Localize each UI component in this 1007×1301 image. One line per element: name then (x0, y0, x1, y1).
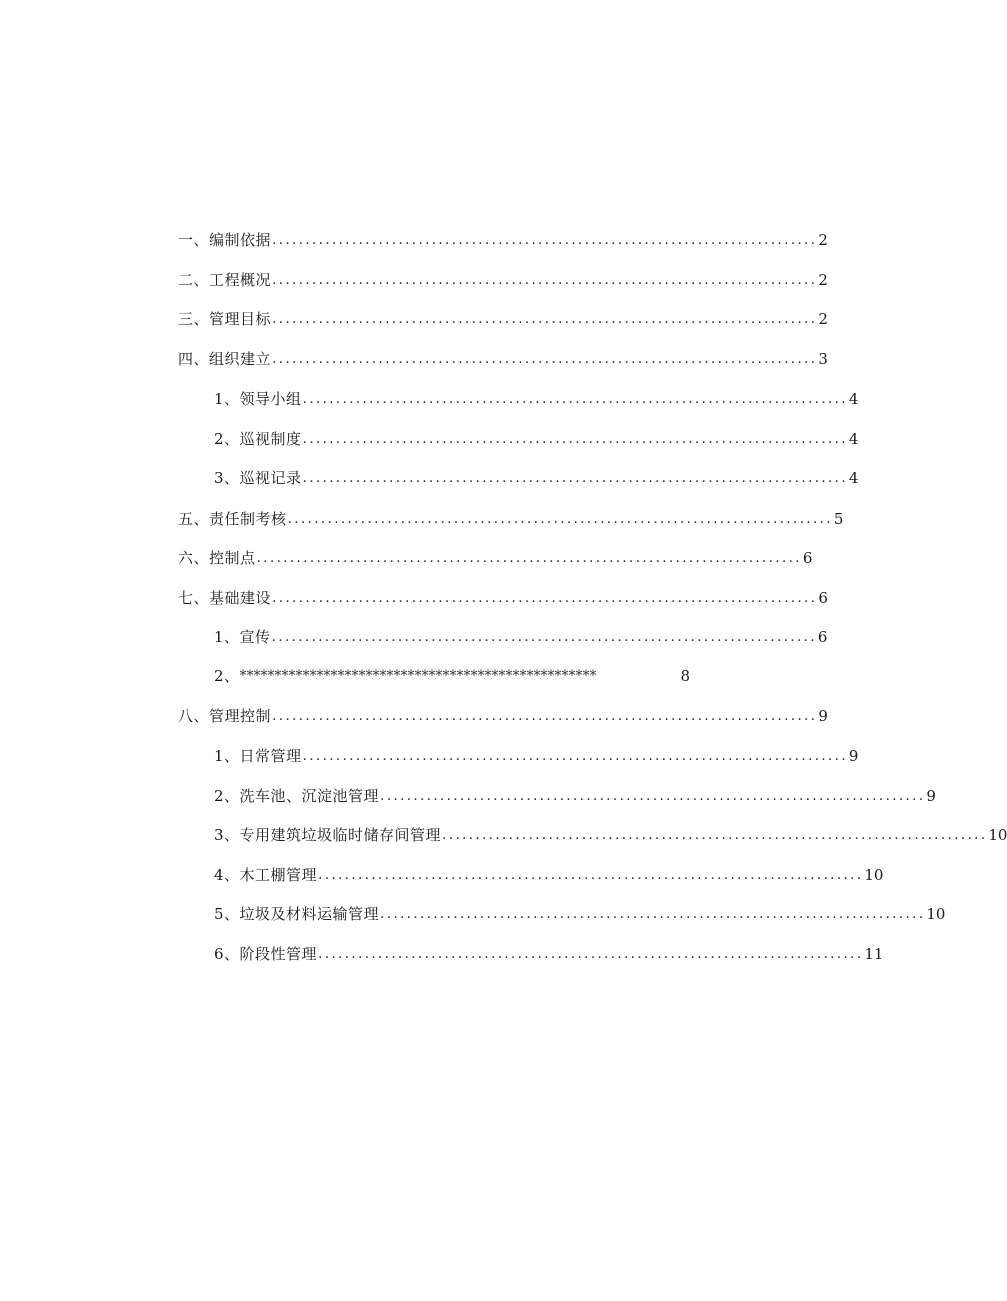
toc-entry-title: 六、控制点 (178, 549, 256, 567)
toc-page-number: 4 (848, 430, 859, 448)
toc-dot-leader: .................................................................................. (442, 827, 988, 843)
toc-page-number: 10 (864, 866, 884, 884)
toc-entry-item-2-starred[interactable] (214, 664, 690, 688)
toc-page-number: 5 (833, 510, 844, 528)
toc-dot-leader: .................................................................................. (380, 788, 926, 804)
toc-page-number: 6 (802, 549, 813, 567)
toc-entry-title: 一、编制依据 (178, 231, 272, 249)
toc-entry-title: 3、巡视记录 (214, 469, 302, 487)
toc-page-number: 10 (926, 905, 946, 923)
toc-page-number: 9 (926, 787, 936, 805)
toc-entry-inspection-records[interactable] (214, 466, 859, 490)
toc-page-number: 2 (818, 310, 828, 328)
toc-dot-leader: .................................................................................. (287, 511, 833, 527)
toc-entry-title: 6、阶段性管理 (214, 945, 318, 963)
toc-entry-control-points[interactable] (178, 546, 813, 570)
toc-dot-leader: .................................................................................. (272, 232, 818, 248)
toc-page-number: 9 (818, 707, 828, 725)
toc-entry-title: 2、洗车池、沉淀池管理 (214, 787, 380, 805)
toc-page-number: 2 (818, 231, 828, 249)
toc-entry-leadership-group[interactable] (214, 387, 859, 411)
toc-entry-responsibility-assessment[interactable] (178, 507, 844, 531)
toc-dot-leader: .................................................................................. (302, 431, 848, 447)
toc-star-leader: *************************************************** (239, 668, 597, 684)
toc-page-number: 2 (818, 271, 828, 289)
toc-entry-title: 五、责任制考核 (178, 510, 287, 528)
toc-dot-leader: .................................................................................. (318, 867, 864, 883)
toc-page-number: 8 (680, 667, 690, 685)
toc-entry-title: 5、垃圾及材料运输管理 (214, 905, 380, 923)
toc-page-number: 4 (848, 390, 859, 408)
toc-entry-management-goals[interactable] (178, 307, 828, 331)
toc-dot-leader: .................................................................................. (272, 351, 818, 367)
toc-dot-leader: .................................................................................. (302, 391, 848, 407)
toc-dot-leader: .................................................................................. (302, 470, 848, 486)
toc-entry-title: 2、巡视制度 (214, 430, 302, 448)
toc-page-number: 6 (818, 589, 828, 607)
toc-entry-title: 1、宣传 (214, 628, 271, 646)
toc-dot-leader: .................................................................................. (272, 590, 818, 606)
toc-entry-daily-management[interactable] (214, 744, 859, 768)
toc-entry-phased-management[interactable] (214, 942, 884, 966)
toc-entry-wash-sedimentation-pool[interactable] (214, 784, 936, 808)
toc-entry-organization[interactable] (178, 347, 828, 371)
toc-dot-leader: .................................................................................. (271, 629, 817, 645)
toc-entry-title: 1、日常管理 (214, 747, 302, 765)
toc-dot-leader: .................................................................................. (256, 550, 802, 566)
toc-entry-infrastructure[interactable] (178, 586, 828, 610)
toc-entry-waste-storage-room[interactable] (214, 823, 1007, 847)
toc-entry-title: 七、基础建设 (178, 589, 272, 607)
toc-entry-compilation-basis[interactable] (178, 228, 828, 252)
toc-page-number: 11 (864, 945, 884, 963)
toc-dot-leader: .................................................................................. (272, 272, 818, 288)
toc-entry-carpentry-shed[interactable] (214, 863, 884, 887)
toc-entry-title: 4、木工棚管理 (214, 866, 318, 884)
toc-entry-title: 八、管理控制 (178, 707, 272, 725)
toc-entry-project-overview[interactable] (178, 268, 828, 292)
toc-dot-leader: .................................................................................. (272, 708, 818, 724)
toc-entry-waste-material-transport[interactable] (214, 902, 946, 926)
toc-page-number: 10 (988, 826, 1007, 844)
toc-entry-title: 3、专用建筑垃圾临时储存间管理 (214, 826, 442, 844)
toc-dot-leader: .................................................................................. (272, 311, 818, 327)
toc-entry-title: 三、管理目标 (178, 310, 272, 328)
toc-entry-title: 四、组织建立 (178, 350, 272, 368)
toc-dot-leader: .................................................................................. (380, 906, 926, 922)
toc-entry-title: 2、 (214, 667, 240, 685)
toc-dot-leader: .................................................................................. (302, 748, 848, 764)
toc-entry-title: 1、领导小组 (214, 390, 302, 408)
toc-page-number: 9 (848, 747, 859, 765)
toc-page-number: 4 (848, 469, 859, 487)
toc-entry-publicity[interactable] (214, 625, 828, 649)
toc-page-number: 6 (817, 628, 828, 646)
toc-entry-inspection-system[interactable] (214, 427, 859, 451)
toc-entry-title: 二、工程概况 (178, 271, 272, 289)
toc-dot-leader: .................................................................................. (318, 946, 864, 962)
toc-page-number: 3 (818, 350, 828, 368)
toc-entry-management-control[interactable] (178, 704, 828, 728)
